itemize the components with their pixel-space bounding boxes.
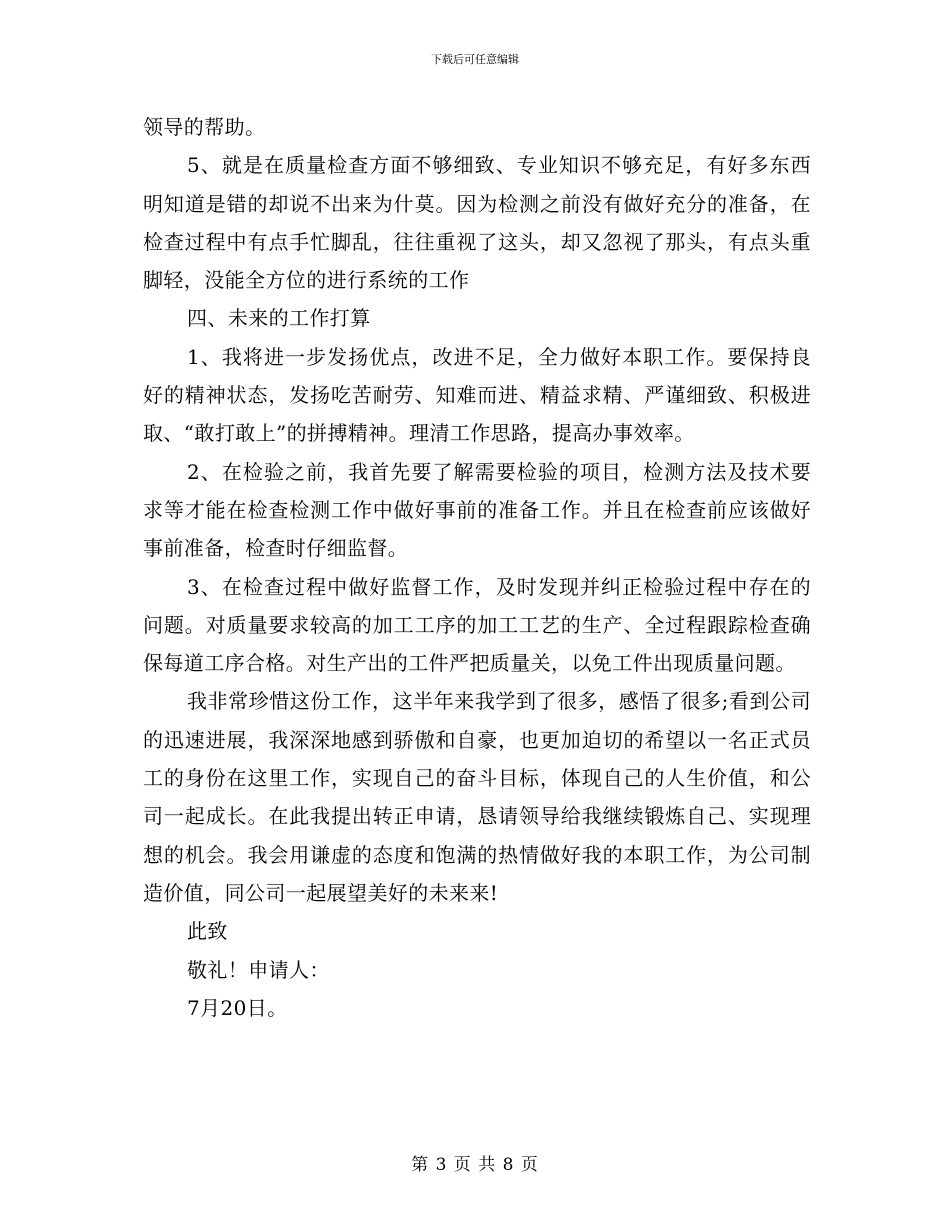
paragraph: 1、我将进一步发扬优点，改进不足，全力做好本职工作。要保持良好的精神状态，发扬吃苦耐劳、知难而进、精益求精、严谨细致、积极进取、“敢打敢上”的拼搏精神。理清工作思路，提高办事效率。 [143, 344, 811, 446]
section-heading: 四、未来的工作打算 [187, 306, 371, 331]
paragraph: 3、在检查过程中做好监督工作，及时发现并纠正检验过程中存在的问题。对质量要求较高的加工工序的加工工艺的生产、全过程跟踪检查确保每道工序合格。对生产出的工件严把质量关，以免工件出现质量问题。 [143, 574, 811, 676]
document-body [143, 108, 811, 1027]
paragraph: 5、就是在质量检查方面不够细致、专业知识不够充足，有好多东西明知道是错的却说不出来为什莫。因为检测之前没有做好充分的准备，在检查过程中有点手忙脚乱，往往重视了这头，却又忽视了那头，有点头重脚轻，没能全方位的进行系统的工作 [143, 153, 811, 293]
page-number: 第 3 页 共 8 页 [411, 1155, 539, 1175]
closing-salutation: 此致 [187, 919, 228, 944]
signature-line: 敬礼！申请人： [187, 957, 330, 982]
page-header-note: 下载后可任意编辑 [431, 53, 519, 66]
date-line: 7月20日。 [187, 995, 288, 1020]
paragraph: 我非常珍惜这份工作，这半年来我学到了很多，感悟了很多;看到公司的迅速进展，我深深地感到骄傲和自豪，也更加迫切的希望以一名正式员工的身份在这里工作，实现自己的奋斗目标，体现自己的人生价值，和公司一起成长。在此我提出转正申请，恳请领导给我继续锻炼自己、实现理想的机会。我会用谦虚的态度和饱满的热情做好我的本职工作，为公司制造价值，同公司一起展望美好的未来来! [143, 689, 811, 905]
paragraph: 领导的帮助。 [143, 115, 266, 139]
paragraph: 2、在检验之前，我首先要了解需要检验的项目，检测方法及技术要求等才能在检查检测工作中做好事前的准备工作。并且在检查前应该做好事前准备，检查时仔细监督。 [143, 459, 811, 561]
